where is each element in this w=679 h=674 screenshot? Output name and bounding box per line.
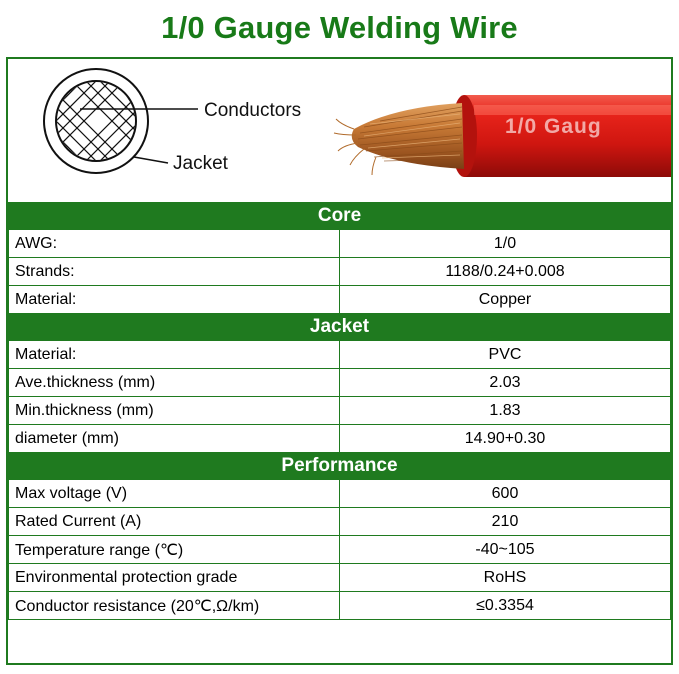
label-conductors: Conductors	[204, 100, 302, 121]
wire-diagram	[8, 59, 671, 202]
table-row	[9, 286, 671, 314]
table-row	[9, 592, 671, 620]
row-label: Material:	[9, 286, 340, 314]
table-row	[9, 230, 671, 258]
row-label: Min.thickness (mm)	[9, 397, 340, 425]
wire-photo	[324, 73, 671, 188]
row-label: Material:	[9, 341, 340, 369]
row-value: Copper	[340, 286, 671, 314]
row-label: Strands:	[9, 258, 340, 286]
row-label: Rated Current (A)	[9, 508, 340, 536]
row-label: Conductor resistance (20℃,Ω/km)	[9, 592, 340, 620]
table-row	[9, 397, 671, 425]
section-title-jacket: Jacket	[9, 314, 671, 341]
row-label: diameter (mm)	[9, 425, 340, 453]
table-row	[9, 258, 671, 286]
row-value: PVC	[340, 341, 671, 369]
wire-watermark-text: 1/0 Gaug	[505, 115, 602, 138]
row-value: RoHS	[340, 564, 671, 592]
table-row	[9, 564, 671, 592]
row-value: 1.83	[340, 397, 671, 425]
table-row	[9, 425, 671, 453]
section-header-row	[9, 203, 671, 230]
spec-frame	[6, 57, 673, 665]
section-title-core: Core	[9, 203, 671, 230]
row-value: 1/0	[340, 230, 671, 258]
section-title-performance: Performance	[9, 453, 671, 480]
row-value: 2.03	[340, 369, 671, 397]
table-row	[9, 536, 671, 564]
row-label: Ave.thickness (mm)	[9, 369, 340, 397]
row-label: Max voltage (V)	[9, 480, 340, 508]
row-value: 600	[340, 480, 671, 508]
specification-table	[8, 202, 671, 620]
row-label: AWG:	[9, 230, 340, 258]
section-header-row	[9, 314, 671, 341]
table-row	[9, 369, 671, 397]
row-label: Temperature range (℃)	[9, 536, 340, 564]
row-label: Environmental protection grade	[9, 564, 340, 592]
table-row	[9, 341, 671, 369]
label-jacket: Jacket	[173, 153, 228, 174]
row-value: 210	[340, 508, 671, 536]
table-row	[9, 508, 671, 536]
row-value: 14.90+0.30	[340, 425, 671, 453]
page-title: 1/0 Gauge Welding Wire	[161, 10, 518, 45]
row-value: 1188/0.24+0.008	[340, 258, 671, 286]
row-value: ≤0.3354	[340, 592, 671, 620]
cross-section-diagram	[8, 59, 324, 202]
row-value: -40~105	[340, 536, 671, 564]
table-row	[9, 480, 671, 508]
section-header-row	[9, 453, 671, 480]
